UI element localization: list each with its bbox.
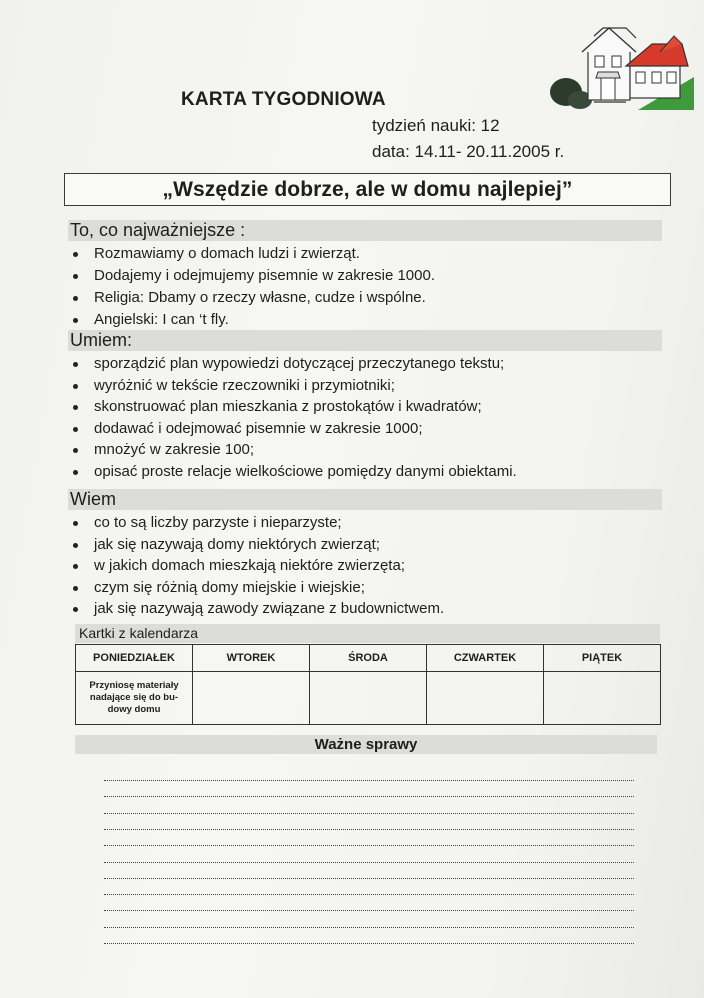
writing-line	[104, 813, 634, 814]
writing-line	[104, 894, 634, 895]
document-title: KARTA TYGODNIOWA	[181, 89, 386, 110]
calendar-table	[75, 644, 661, 725]
list-item: Rozmawiamy o domach ludzi i zwierząt.	[72, 243, 435, 265]
list-item: jak się nazywają domy niektórych zwierząt;	[72, 534, 444, 556]
writing-line	[104, 878, 634, 879]
list-item: Dodajemy i odejmujemy pisemnie w zakresie 1000.	[72, 265, 435, 287]
list-item: co to są liczby parzyste i nieparzyste;	[72, 512, 444, 534]
list-item: jak się nazywają zawody związane z budownictwem.	[72, 598, 444, 620]
day-note	[427, 672, 544, 725]
section-heading-know: Wiem	[68, 489, 662, 510]
know-list	[72, 512, 444, 620]
writing-line	[104, 910, 634, 911]
day-header: ŚRODA	[310, 645, 427, 672]
writing-line	[104, 927, 634, 928]
list-item: Religia: Dbamy o rzeczy własne, cudze i wspólne.	[72, 287, 435, 309]
day-header: CZWARTEK	[427, 645, 544, 672]
important-matters-heading: Ważne sprawy	[75, 735, 657, 754]
date-range: data: 14.11- 20.11.2005 r.	[372, 142, 565, 161]
list-item: Angielski: I can ‘t fly.	[72, 309, 435, 331]
day-note: Przyniosę materiały nadające się do bu- dowy domu	[76, 672, 193, 725]
calendar-notes-row	[76, 672, 661, 725]
can-list	[72, 353, 517, 483]
list-item: sporządzić plan wypowiedzi dotyczącej przeczytanego tekstu;	[72, 353, 517, 375]
writing-line	[104, 829, 634, 830]
writing-line	[104, 943, 634, 944]
week-number: tydzień nauki: 12	[372, 116, 500, 135]
writing-line	[104, 796, 634, 797]
list-item: wyróżnić w tekście rzeczowniki i przymiotniki;	[72, 375, 517, 397]
day-header: PIĄTEK	[544, 645, 661, 672]
weekly-motto	[64, 173, 671, 206]
day-header: PONIEDZIAŁEK	[76, 645, 193, 672]
section-heading-important: To, co najważniejsze :	[68, 220, 662, 241]
list-item: opisać proste relacje wielkościowe pomiędzy danymi obiektami.	[72, 461, 517, 483]
day-note	[310, 672, 427, 725]
day-note	[193, 672, 310, 725]
motto-text: „Wszędzie dobrze, ale w domu najlepiej”	[162, 177, 573, 201]
writing-line	[104, 862, 634, 863]
list-item: czym się różnią domy miejskie i wiejskie;	[72, 577, 444, 599]
list-item: dodawać i odejmować pisemnie w zakresie 1000;	[72, 418, 517, 440]
list-item: skonstruować plan mieszkania z prostokątów i kwadratów;	[72, 396, 517, 418]
section-heading-can: Umiem:	[68, 330, 662, 351]
important-list	[72, 243, 435, 331]
day-header: WTOREK	[193, 645, 310, 672]
list-item: w jakich domach mieszkają niektóre zwierzęta;	[72, 555, 444, 577]
day-note	[544, 672, 661, 725]
calendar-header-row	[76, 645, 661, 672]
writing-line	[104, 780, 634, 781]
house-illustration	[548, 22, 694, 110]
writing-line	[104, 845, 634, 846]
list-item: mnożyć w zakresie 100;	[72, 439, 517, 461]
calendar-label: Kartki z kalendarza	[75, 624, 660, 643]
